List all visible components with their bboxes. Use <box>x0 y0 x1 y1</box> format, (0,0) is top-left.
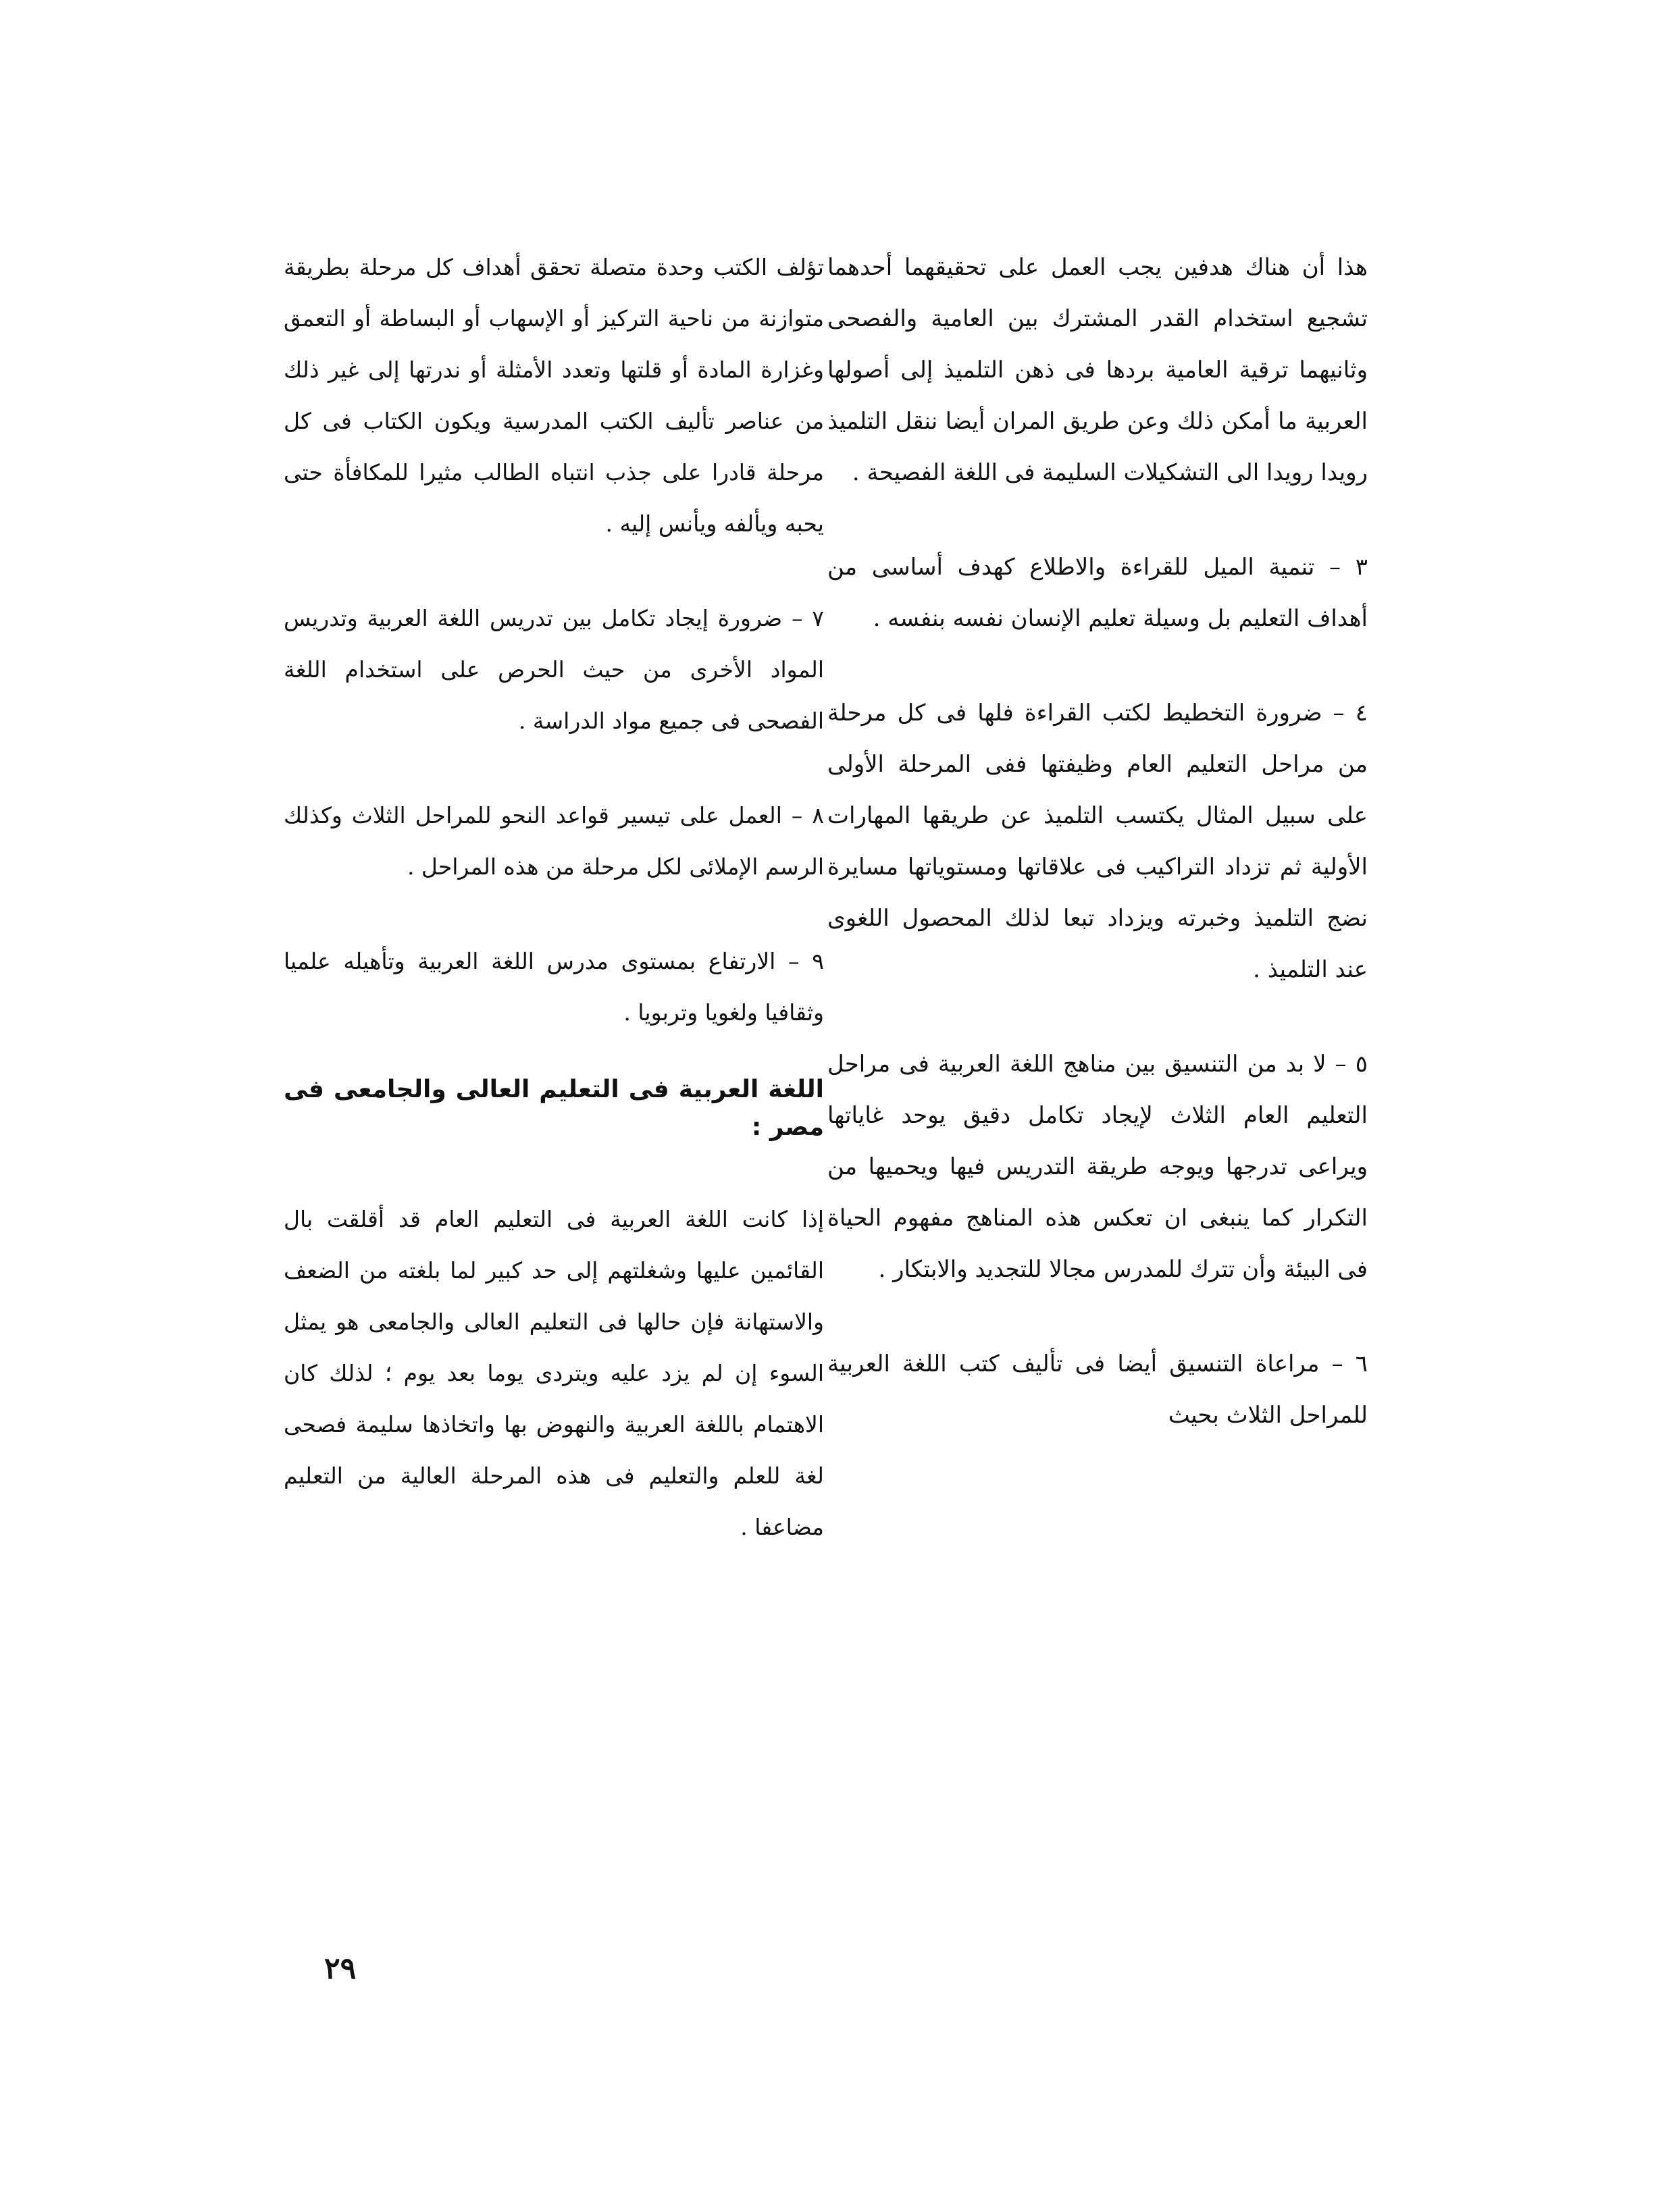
left-column <box>284 242 824 1596</box>
page-number: ٢٩ <box>324 1951 357 1986</box>
left-paragraph-1: تؤلف الكتب وحدة متصلة تحقق أهداف كل مرحلة بطريقة متوازنة من ناحية التركيز أو الإسهاب أو البساطة أو التعمق وغزارة المادة أو قلتها وتعدد الأمثلة أو ندرتها إلى غير ذلك من عناصر تأليف الكتب المدرسية ويكون الكتاب فى كل مرحلة قادرا على جذب انتباه الطالب مثيرا للمكافأة حتى يحبه ويألفه ويأنس إليه . <box>284 254 824 537</box>
right-paragraph-item-5: ٥ – لا بد من التنسيق بين مناهج اللغة العربية فى مراحل التعليم العام الثلاث لإيجاد تكامل دقيق يوحد غاياتها ويراعى تدرجها ويوجه طريقة التدريس فيها ويحميها من التكرار كما ينبغى ان تعكس هذه المناهج مفهوم الحياة فى البيئة وأن تترك للمدرس مجالا للتجديد والابتكار . <box>827 1051 1368 1283</box>
section-heading: اللغة العربية فى التعليم العالى والجامعى فى مصر : <box>284 1076 824 1141</box>
right-column <box>827 242 1368 1484</box>
right-paragraph-item-3: ٣ – تنمية الميل للقراءة والاطلاع كهدف أساسى من أهداف التعليم بل وسيلة تعليم الإنسان نفسه بنفسه . <box>827 554 1368 632</box>
left-paragraph-item-9: ٩ – الارتفاع بمستوى مدرس اللغة العربية وتأهيله علميا وثقافيا ولغويا وتربويا . <box>284 948 824 1026</box>
right-paragraph-1: هذا أن هناك هدفين يجب العمل على تحقيقهما أحدهما تشجيع استخدام القدر المشترك بين العامية والفصحى وثانيهما ترقية العامية بردها فى ذهن التلميذ إلى أصولها العربية ما أمكن ذلك وعن طريق المران أيضا ننقل التلميذ رويدا رويدا الى التشكيلات السليمة فى اللغة الفصيحة . <box>827 254 1368 486</box>
left-paragraph-item-8: ٨ – العمل على تيسير قواعد النحو للمراحل الثلاث وكذلك الرسم الإملائى لكل مرحلة من هذه المراحل . <box>284 802 824 880</box>
left-paragraph-item-7: ٧ – ضرورة إيجاد تكامل بين تدريس اللغة العربية وتدريس المواد الأخرى من حيث الحرص على استخدام اللغة الفصحى فى جميع مواد الدراسة . <box>284 605 824 734</box>
right-paragraph-item-4: ٤ – ضرورة التخطيط لكتب القراءة فلها فى كل مرحلة من مراحل التعليم العام وظيفتها ففى المرحلة الأولى على سبيل المثال يكتسب التلميذ عن طريقها المهارات الأولية ثم تزداد التراكيب فى علاقاتها ومستوياتها مسايرة نضج التلميذ وخبرته ويزداد تبعا لذلك المحصول اللغوى عند التلميذ . <box>827 700 1368 983</box>
right-paragraph-item-6: ٦ – مراعاة التنسيق أيضا فى تأليف كتب اللغة العربية للمراحل الثلاث بحيث <box>827 1350 1368 1429</box>
left-paragraph-section-body: إذا كانت اللغة العربية فى التعليم العام قد أقلقت بال القائمين عليها وشغلتهم إلى حد كبير لما بلغته من الضعف والاستهانة فإن حالها فى التعليم العالى والجامعى هو يمثل السوء إن لم يزد عليه ويتردى يوما بعد يوم ؛ لذلك كان الاهتمام باللغة العربية والنهوض بها واتخاذها سليمة فصحى لغة للعلم والتعليم فى هذه المرحلة العالية من التعليم مضاعفا . <box>284 1206 824 1540</box>
